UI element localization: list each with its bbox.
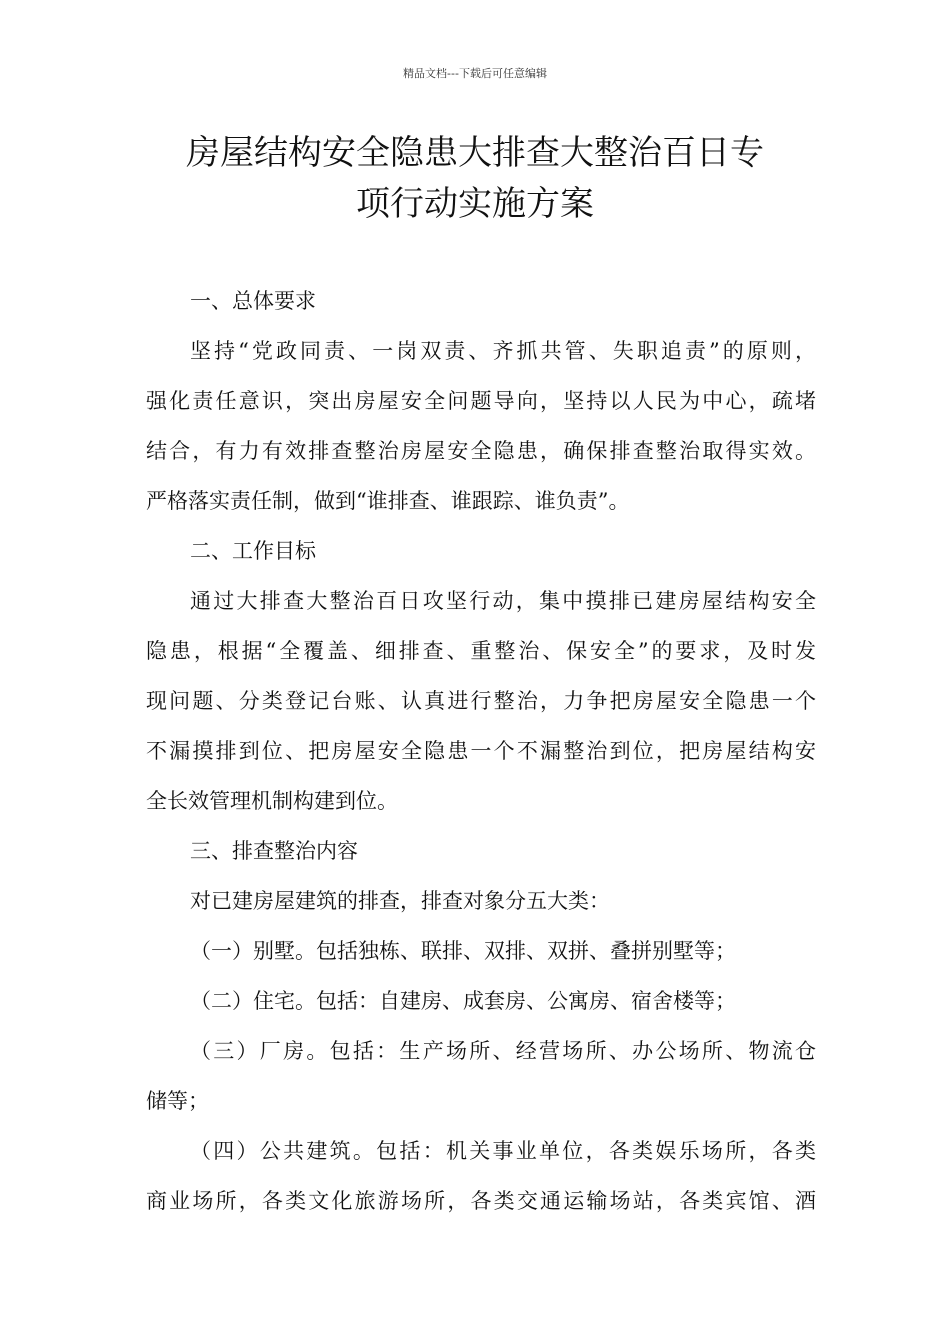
- list-item-2: （二）住宅。包括：自建房、成套房、公寓房、宿舍楼等；: [190, 989, 736, 1013]
- list-item-4-continued: 商业场所，各类文化旅游场所，各类交通运输场站，各类宾馆、酒: [146, 1189, 816, 1213]
- paragraph-line: 强化责任意识，突出房屋安全问题导向，坚持以人民为中心，疏堵: [146, 389, 816, 413]
- list-item-1: （一）别墅。包括独栋、联排、双排、双拼、叠拼别墅等；: [190, 939, 736, 963]
- paragraph-line: 通过大排查大整治百日攻坚行动，集中摸排已建房屋结构安全: [190, 589, 816, 613]
- paragraph-line: 对已建房屋建筑的排查，排查对象分五大类：: [190, 889, 610, 913]
- section-heading-3: 三、排查整治内容: [190, 839, 358, 863]
- list-item-3-continued: 储等；: [146, 1089, 209, 1113]
- section-heading-2: 二、工作目标: [190, 539, 316, 563]
- paragraph-line: 结合，有力有效排查整治房屋安全隐患，确保排查整治取得实效。: [146, 439, 816, 463]
- list-item-3: （三）厂房。包括：生产场所、经营场所、办公场所、物流仓: [190, 1039, 816, 1063]
- document-title-line-1: 房屋结构安全隐患大排查大整治百日专: [186, 133, 764, 173]
- paragraph-line: 坚持“党政同责、一岗双责、齐抓共管、失职追责”的原则，: [190, 339, 816, 363]
- paragraph-line: 现问题、分类登记台账、认真进行整治，力争把房屋安全隐患一个: [146, 689, 816, 713]
- document-title-line-2: 项行动实施方案: [356, 184, 594, 224]
- paragraph-line: 不漏摸排到位、把房屋安全隐患一个不漏整治到位，把房屋结构安: [146, 739, 816, 763]
- list-item-4: （四）公共建筑。包括：机关事业单位，各类娱乐场所，各类: [190, 1139, 816, 1163]
- section-heading-1: 一、总体要求: [190, 289, 316, 313]
- paragraph-line: 全长效管理机制构建到位。: [146, 789, 398, 813]
- watermark-header: 精品文档---下载后可任意编辑: [403, 67, 547, 80]
- paragraph-line: 隐患，根据“全覆盖、细排查、重整治、保安全”的要求，及时发: [146, 639, 816, 663]
- paragraph-line: 严格落实责任制，做到“谁排查、谁跟踪、谁负责”。: [146, 489, 630, 513]
